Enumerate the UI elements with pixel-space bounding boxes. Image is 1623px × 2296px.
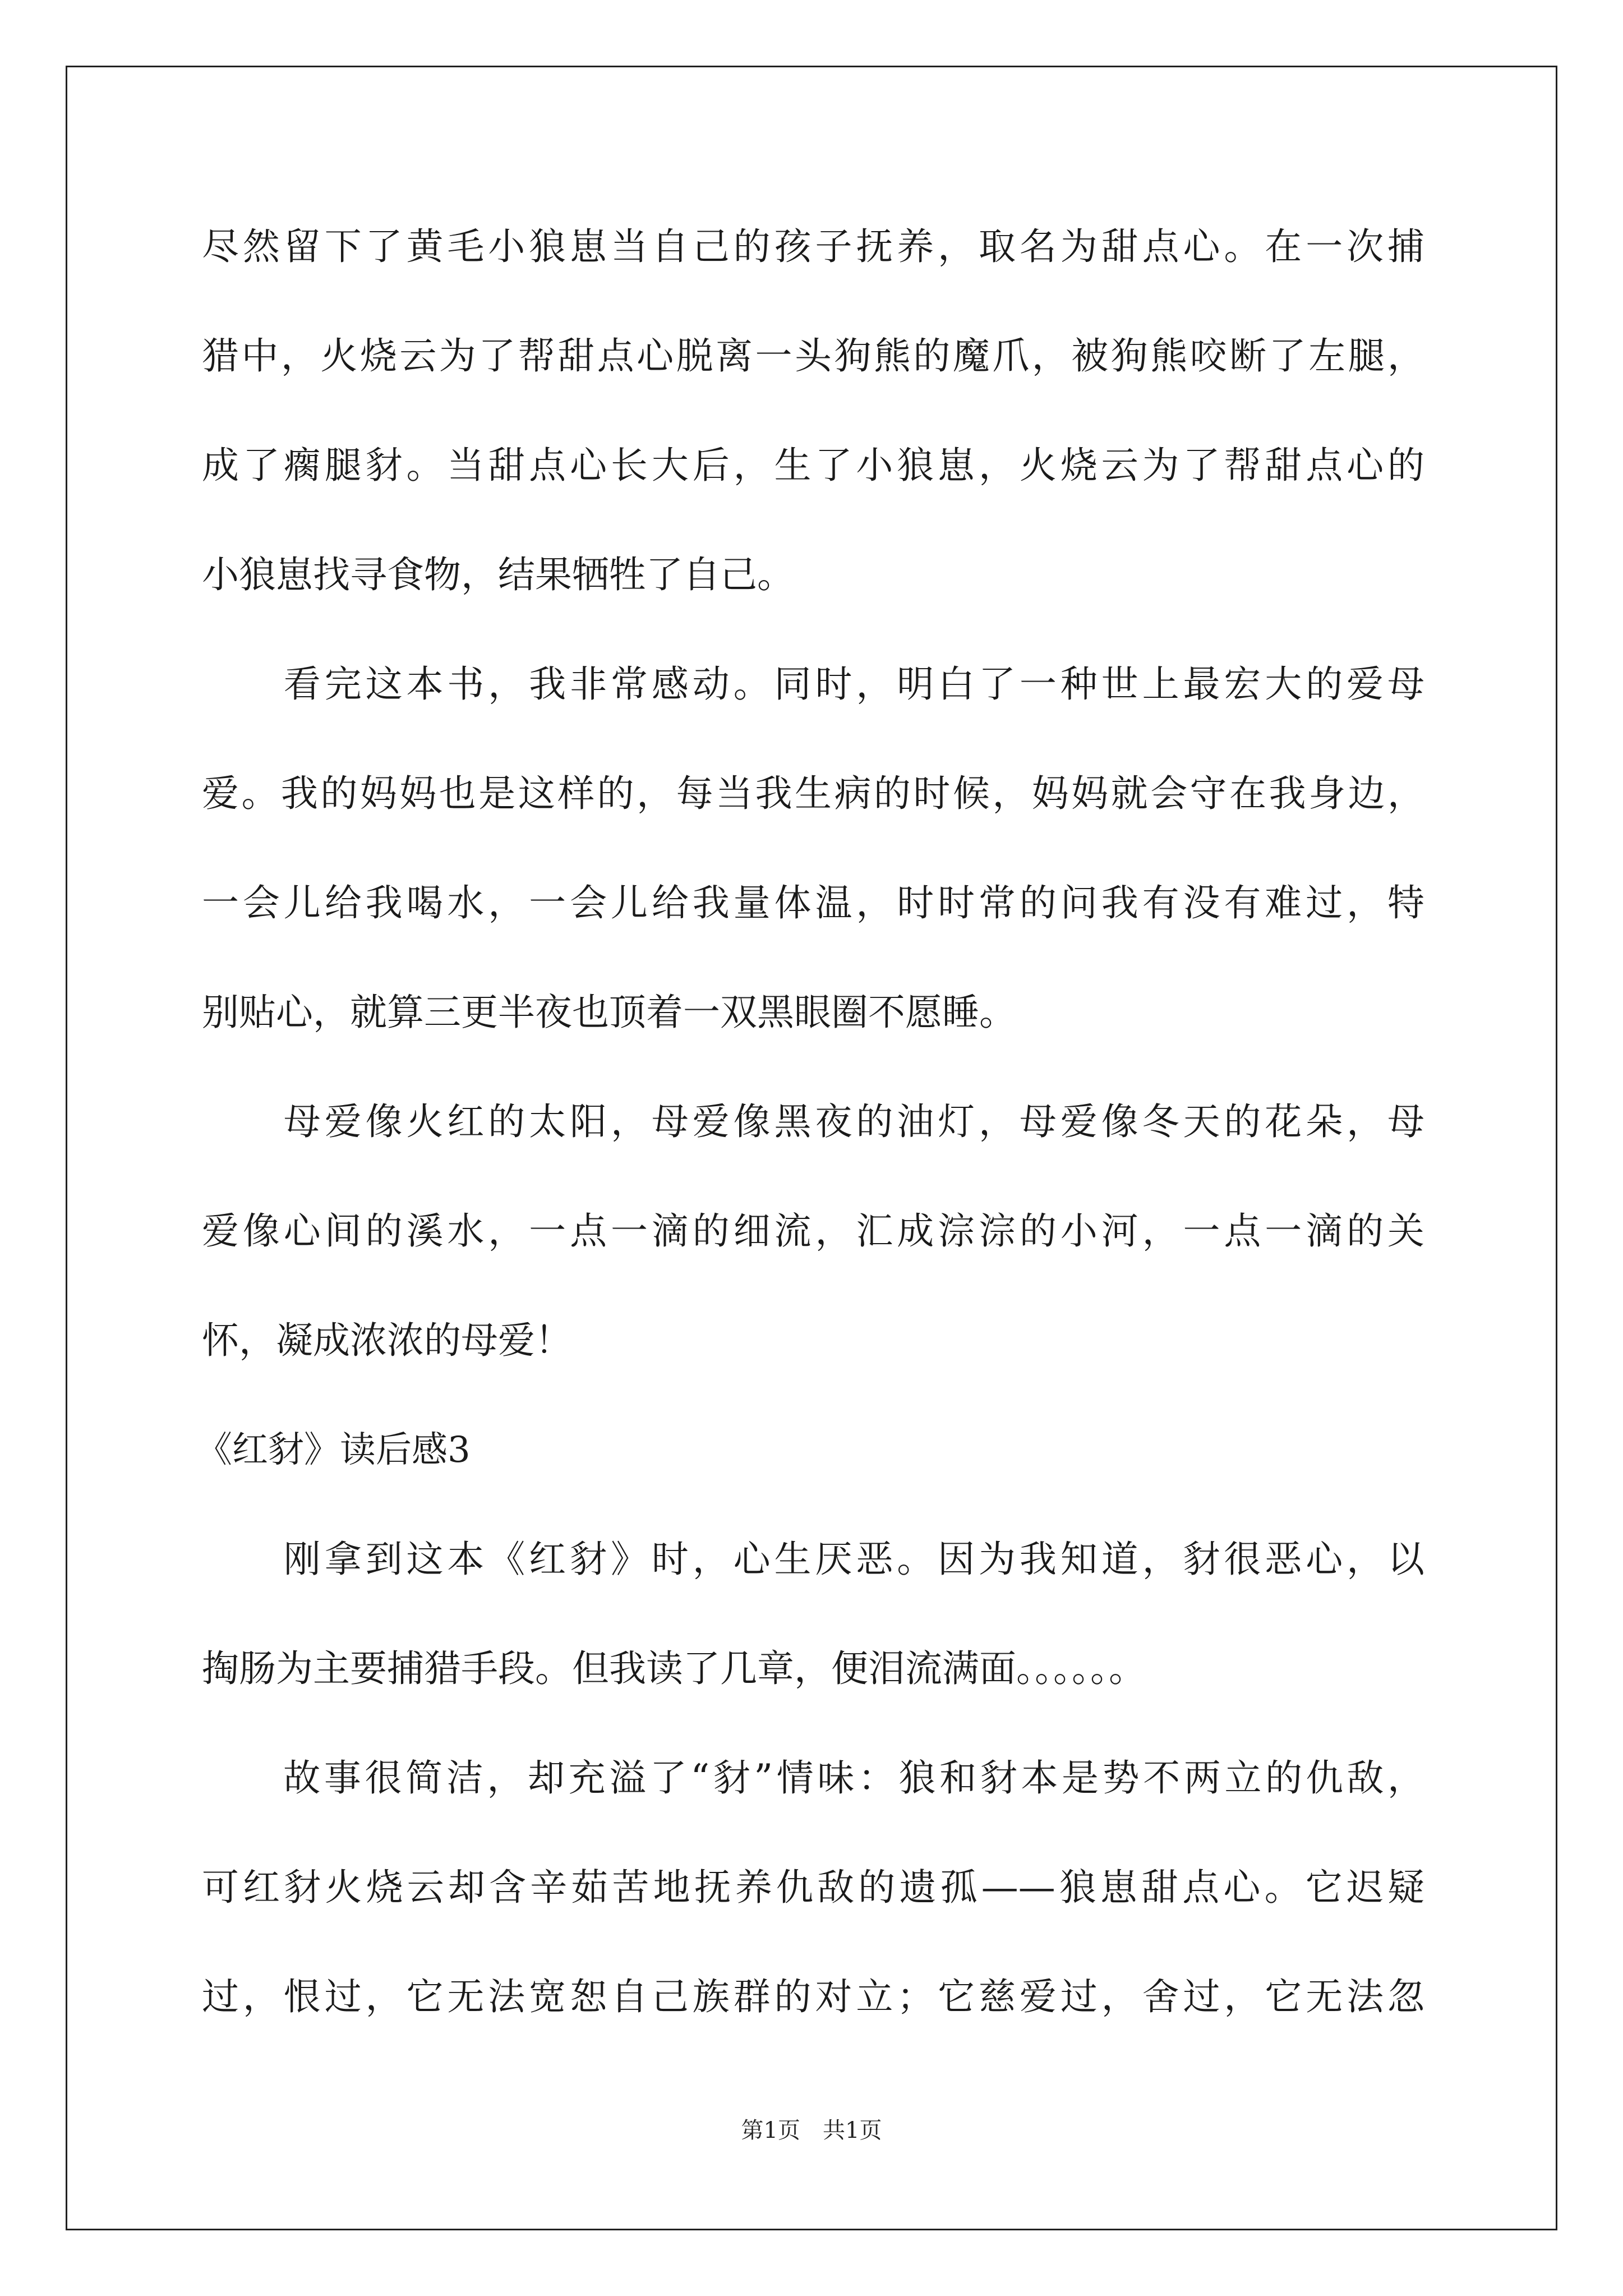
text-line: 别贴心，就算三更半夜也顶着一双黑眼圈不愿睡。	[202, 991, 1016, 1034]
text-line: 爱。我的妈妈也是这样的，每当我生病的时候，妈妈就会守在我身边，	[202, 772, 1424, 815]
text-line: 爱像心间的溪水，一点一滴的细流，汇成淙淙的小河，一点一滴的关	[202, 1209, 1424, 1253]
text-line: 掏肠为主要捕猎手段。但我读了几章，便泪流满面。。。。。。	[202, 1647, 1146, 1690]
text-line: 怀，凝成浓浓的母爱！	[202, 1319, 572, 1362]
section-heading: 《红豺》读后感3	[196, 1429, 471, 1471]
text-line: 小狼崽找寻食物，结果牺牲了自己。	[202, 553, 794, 596]
text-line: 可红豺火烧云却含辛茹苦地抚养仇敌的遗孤——狼崽甜点心。它迟疑	[202, 1866, 1424, 1909]
text-line: 猎中，火烧云为了帮甜点心脱离一头狗熊的魔爪，被狗熊咬断了左腿，	[202, 334, 1424, 378]
page-number: 第1页 共1页	[741, 2118, 882, 2143]
text-line: 一会儿给我喝水，一会儿给我量体温，时时常的问我有没有难过，特	[202, 881, 1424, 924]
text-line: 成了瘸腿豺。当甜点心长大后，生了小狼崽，火烧云为了帮甜点心的	[202, 444, 1424, 487]
document-body	[196, 219, 1424, 2078]
text-line: 尽然留下了黄毛小狼崽当自己的孩子抚养，取名为甜点心。在一次捕	[202, 225, 1424, 268]
text-line: 故事很简洁，却充溢了“豺”情味：狼和豺本是势不两立的仇敌，	[202, 1756, 1424, 1800]
text-line: 过，恨过，它无法宽恕自己族群的对立；它慈爱过，舍过，它无法忽	[202, 1975, 1424, 2018]
text-line: 刚拿到这本《红豺》时，心生厌恶。因为我知道，豺很恶心，以	[202, 1538, 1424, 1581]
text-line: 看完这本书，我非常感动。同时，明白了一种世上最宏大的爱母	[202, 662, 1424, 706]
text-line: 母爱像火红的太阳，母爱像黑夜的油灯，母爱像冬天的花朵，母	[202, 1100, 1424, 1143]
